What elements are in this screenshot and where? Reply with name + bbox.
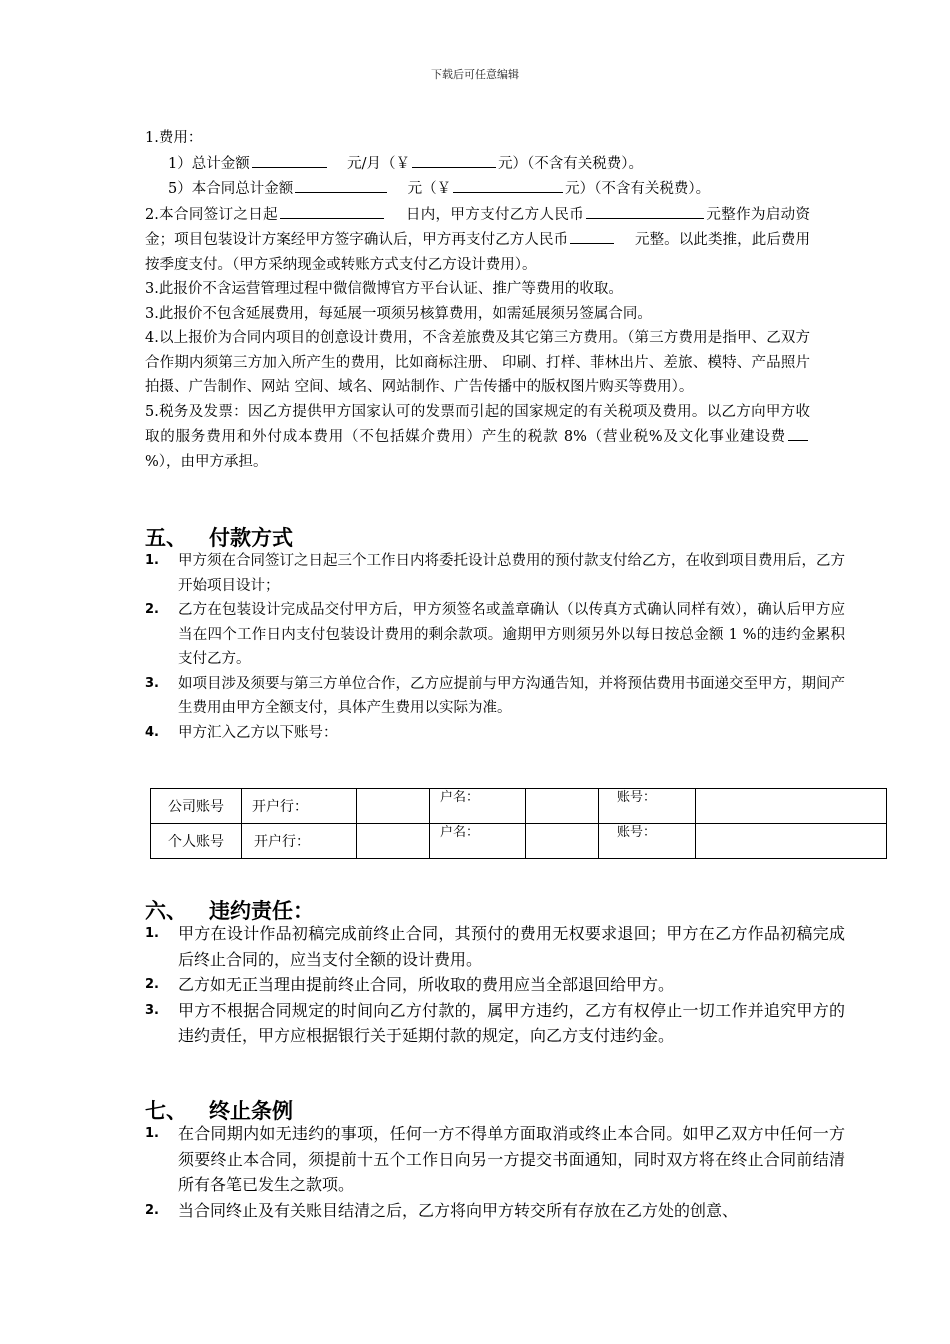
- fees-line-2-a: 5）本合同总计金额: [168, 181, 294, 197]
- fees-item-2-c: 元整作为: [706, 206, 766, 223]
- item-text: 甲方须在合同签订之日起三个工作日内将委托设计总费用的预付款支付给乙方，在收到项目费用后，乙方开始项目设计；: [178, 553, 845, 594]
- item-number: 1.: [145, 926, 159, 941]
- item-text: 当合同终止及有关账目结清之后，乙方将向甲方转交所有存放在乙方处的创意、: [178, 1200, 739, 1220]
- blank-field: [788, 424, 808, 441]
- number-label: 账号：: [599, 824, 696, 859]
- list-item: [145, 972, 845, 998]
- blank-field: [280, 202, 384, 219]
- item-number: 3.: [145, 675, 159, 691]
- number-value[interactable]: [696, 824, 887, 859]
- item-text: 甲方在设计作品初稿完成前终止合同，其预付的费用无权要求退回；甲方在乙方作品初稿完成后终止合同的，应当支付全额的设计费用。: [178, 924, 845, 969]
- item-number: 1.: [145, 1126, 159, 1141]
- blank-field: [295, 176, 387, 193]
- list-item: [145, 672, 845, 721]
- section-5-title: 付款方式: [209, 526, 293, 550]
- list-item: [145, 998, 845, 1049]
- number-value[interactable]: [696, 789, 887, 824]
- table-row: [151, 789, 887, 824]
- fees-line-2-b: 元（￥: [407, 181, 452, 197]
- fees-item-2-a: 2.本合同签订之日起: [145, 206, 278, 223]
- blank-field: [252, 151, 327, 168]
- fees-line-1-c: 元）（不含有关税费）。: [498, 155, 644, 172]
- fees-item-3a: 3.此报价不含运营管理过程中微信微博官方平台认证、推广等费用的收取。: [145, 281, 623, 297]
- section-5-number: 五、: [145, 526, 187, 550]
- fees-item-5-a: 5.税务及发票：因乙方提供甲方国家认可的发票而引起的国家规定的有关税项及费用。以乙方向甲方收取的服务费用和外付成本费用（不包括媒介费用）产生的税款 8%（营业税%及文化事业建设费: [145, 403, 810, 445]
- fees-item-2-f: 以此类推，此后费用按季度支付。（甲方采纳现金或转账方式支付乙方设计费用）。: [145, 232, 810, 273]
- holder-value[interactable]: [526, 789, 599, 824]
- item-text: 甲方不根据合同规定的时间向乙方付款的，属甲方违约，乙方有权停止一切工作并追究甲方的违约责任，甲方应根据银行关于延期付款的规定，向乙方支付违约金。: [178, 1000, 845, 1045]
- item-number: 2.: [145, 977, 159, 992]
- item-number: 3.: [145, 1002, 159, 1018]
- header-note: 下载后可任意编辑: [431, 68, 519, 81]
- fees-line-2-c: 元）（不含有关税费）。: [565, 181, 711, 197]
- item-text: 甲方汇入乙方以下账号：: [178, 724, 338, 741]
- item-text: 乙方在包装设计完成品交付甲方后，甲方须签名或盖章确认（以传真方式确认同样有效），确认后甲方应当在四个工作日内支付包装设计费用的剩余款项。逾期甲方则须另外以每日按总金额 1 %的违约金累积支付乙方。: [178, 602, 845, 667]
- item-text: 如项目涉及须要与第三方单位合作，乙方应提前与甲方沟通告知，并将预估费用书面递交至甲方，期间产生费用由甲方全额支付，具体产生费用以实际为准。: [178, 675, 845, 716]
- item-number: 2.: [145, 1202, 159, 1218]
- section-6-number: 六、: [145, 899, 187, 923]
- item-text: 在合同期内如无违约的事项，任何一方不得单方面取消或终止本合同。如甲乙双方中任何一方须要终止本合同，须提前十五个工作日向另一方提交书面通知，同时双方将在终止合同前结清所有各笔已发生之款项。: [178, 1124, 845, 1194]
- list-item: [145, 721, 845, 746]
- item-text: 乙方如无正当理由提前终止合同，所收取的费用应当全部退回给甲方。: [178, 975, 675, 994]
- section-5-list: [145, 549, 845, 745]
- blank-field: [412, 151, 496, 168]
- list-item: [145, 549, 845, 598]
- item-number: 4.: [145, 724, 159, 740]
- bank-value[interactable]: [357, 789, 430, 824]
- section-6-title: 违约责任：: [209, 899, 314, 923]
- account-type: 个人账号: [151, 824, 242, 859]
- fees-line-2: [145, 176, 810, 202]
- fees-item-3b: 3.此报价不包含延展费用，每延展一项须另核算费用，如需延展须另签属合同。: [145, 305, 652, 322]
- section-5-heading: [145, 522, 293, 552]
- fees-item-2-b: 日内，甲方支付乙方人民币: [405, 206, 585, 223]
- blank-field: [570, 227, 614, 244]
- account-table: [150, 788, 887, 859]
- fees-line-1: [145, 151, 810, 177]
- fees-item-4: 4.以上报价为合同内项目的创意设计费用，不含差旅费及其它第三方费用。（第三方费用是指甲、乙双方合作期内须第三方加入所产生的费用，比如商标注册、 印刷、打样、菲林出片、差旅、模特、产品照片拍摄、广告制作、网站 空间、域名、网站制作、广告传播中的版权图片购买等费用）。: [145, 330, 810, 395]
- item-number: 2.: [145, 602, 159, 617]
- fees-item-2-d: 启动资金；项目包装设计方案经甲方签字确认后，甲方再支付乙方人民币: [145, 206, 810, 248]
- fees-item-5: [145, 400, 810, 475]
- bank-label: 开户行：: [242, 824, 357, 859]
- account-type: 公司账号: [151, 789, 242, 824]
- holder-value[interactable]: [526, 824, 599, 859]
- number-label: 账号：: [599, 789, 696, 824]
- blank-field: [453, 176, 563, 193]
- section-7-title: 终止条例: [209, 1099, 293, 1123]
- fees-item-5-b: %），由甲方承担。: [145, 453, 268, 470]
- list-item: [145, 1198, 845, 1224]
- section-7-number: 七、: [145, 1099, 187, 1123]
- holder-label: 户名：: [430, 824, 526, 859]
- list-item: [145, 921, 845, 972]
- blank-field: [586, 202, 704, 219]
- bank-value[interactable]: [357, 824, 430, 859]
- section-6-list: [145, 921, 845, 1049]
- fees-item-2-e: 元整。: [635, 232, 679, 248]
- list-item: [145, 598, 845, 672]
- holder-label: 户名：: [430, 789, 526, 824]
- fees-section: [145, 126, 810, 474]
- bank-label: 开户行：: [242, 789, 357, 824]
- table-row: [151, 824, 887, 859]
- fees-line-1-b: 元/月（￥: [347, 155, 411, 172]
- item-number: 1.: [145, 553, 159, 568]
- fees-title: 1.费用：: [145, 130, 203, 146]
- list-item: [145, 1121, 845, 1198]
- fees-line-1-a: 1）总计金额: [168, 155, 250, 172]
- fees-item-2: [145, 202, 810, 278]
- section-7-list: [145, 1121, 845, 1223]
